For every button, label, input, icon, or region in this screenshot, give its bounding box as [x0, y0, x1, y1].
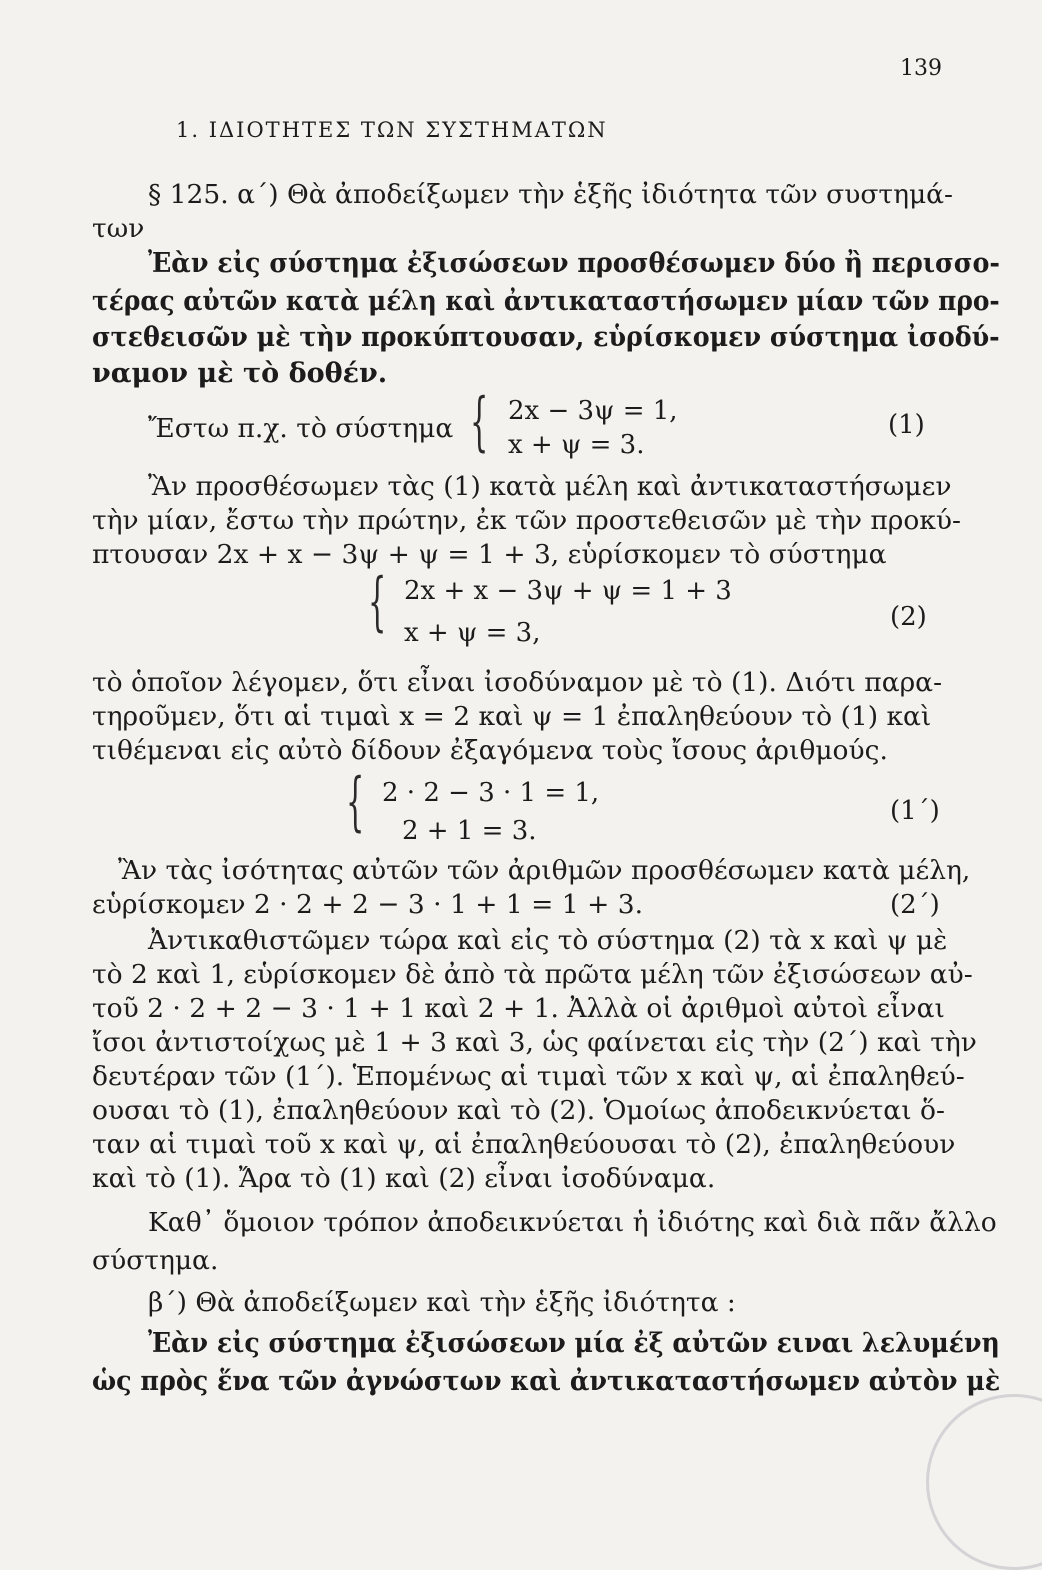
rule1-line: Ἐὰν εἰς σύστημα ἐξισώσεων προσθέσωμεν δύο ἢ περισσο-: [148, 248, 1000, 279]
text-line: Ἀντικαθιστῶμεν τώρα καὶ εἰς τὸ σύστημα (2) τὰ x καὶ ψ μὲ: [148, 925, 948, 956]
text-line: σύστημα.: [92, 1245, 219, 1276]
paragraph-125-line: των: [92, 213, 145, 244]
equation-label-2p: (2΄): [890, 890, 940, 920]
system1p-brace: {: [346, 765, 365, 839]
system1-label: (1): [888, 410, 925, 440]
section-heading: 1. ΙΔΙΟΤΗΤΕΣ ΤΩΝ ΣΥΣΤΗΜΑΤΩΝ: [176, 118, 608, 142]
rule1-line: τέρας αὐτῶν κατὰ μέλη καὶ ἀντικαταστήσωμεν μίαν τῶν προ-: [92, 286, 1000, 317]
page-number: 139: [900, 56, 942, 81]
text-line: τὸ 2 καὶ 1, εὑρίσκομεν δὲ ἀπὸ τὰ πρῶτα μέλη τῶν ἐξισώσεων αὐ-: [92, 959, 973, 990]
system1-eq1: 2x − 3ψ = 1,: [508, 396, 678, 426]
example-intro: Ἔστω π.χ. τὸ σύστημα: [148, 413, 454, 444]
text-line: τιθέμεναι εἰς αὐτὸ δίδουν ἐξαγόμενα τοὺς ἴσους ἀριθμούς.: [92, 735, 888, 766]
system1-eq2: x + ψ = 3.: [508, 430, 645, 460]
rule1-line: ναμον μὲ τὸ δοθέν.: [92, 358, 388, 389]
text-line: τὴν μίαν, ἔστω τὴν πρώτην, ἐκ τῶν προστεθεισῶν μὲ τὴν προκύ-: [92, 505, 961, 536]
text-line: τηροῦμεν, ὅτι αἱ τιμαὶ x = 2 καὶ ψ = 1 ἐπαληθεύουν τὸ (1) καὶ: [92, 701, 932, 732]
text-line: εὑρίσκομεν 2 · 2 + 2 − 3 · 1 + 1 = 1 + 3.: [92, 889, 644, 920]
rule2-line: ὡς πρὸς ἕνα τῶν ἀγνώστων καὶ ἀντικαταστήσωμεν αὐτὸν μὲ: [92, 1366, 1001, 1397]
text-line: Καθ᾿ ὅμοιον τρόπον ἀποδεικνύεται ἡ ἰδιότης καὶ διὰ πᾶν ἄλλο: [148, 1207, 997, 1238]
paragraph-125-line: § 125. α΄) Θὰ ἀποδείξωμεν τὴν ἑξῆς ἰδιότητα τῶν συστημά-: [148, 179, 954, 210]
text-line: Ἂν τὰς ἰσότητας αὐτῶν τῶν ἀριθμῶν προσθέσωμεν κατὰ μέλη,: [118, 855, 971, 886]
system2-eq2: x + ψ = 3,: [404, 618, 541, 648]
system2-eq1: 2x + x − 3ψ + ψ = 1 + 3: [404, 576, 732, 606]
system1p-label: (1΄): [890, 796, 940, 826]
library-stamp: [926, 1394, 1042, 1570]
text-line: ἴσοι ἀντιστοίχως μὲ 1 + 3 καὶ 3, ὡς φαίνεται εἰς τὴν (2΄) καὶ τὴν: [92, 1027, 977, 1058]
text-line: Ἂν προσθέσωμεν τὰς (1) κατὰ μέλη καὶ ἀντικαταστήσωμεν: [148, 471, 952, 502]
system1p-eq2: 2 + 1 = 3.: [402, 816, 537, 846]
system1-brace: {: [470, 385, 489, 459]
text-line: καὶ τὸ (1). Ἄρα τὸ (1) καὶ (2) εἶναι ἰσοδύναμα.: [92, 1163, 716, 1194]
text-line: ταν αἱ τιμαὶ τοῦ x καὶ ψ, αἱ ἐπαληθεύουσαι τὸ (2), ἐπαληθεύουν: [92, 1129, 956, 1160]
system2-brace: {: [368, 565, 387, 639]
rule2-line: Ἐὰν εἰς σύστημα ἐξισώσεων μία ἐξ αὐτῶν ειναι λελυμένη: [148, 1328, 1000, 1359]
text-line: τοῦ 2 · 2 + 2 − 3 · 1 + 1 καὶ 2 + 1. Ἀλλὰ οἱ ἀριθμοὶ αὐτοὶ εἶναι: [92, 993, 945, 1024]
text-line: δευτέραν τῶν (1΄). Ἑπομένως αἱ τιμαὶ τῶν x καὶ ψ, αἱ ἐπαληθεύ-: [92, 1061, 965, 1092]
text-line: πτουσαν 2x + x − 3ψ + ψ = 1 + 3, εὑρίσκομεν τὸ σύστημα: [92, 539, 887, 570]
text-line: β΄) Θὰ ἀποδείξωμεν καὶ τὴν ἑξῆς ἰδιότητα :: [148, 1287, 736, 1318]
text-line: τὸ ὁποῖον λέγομεν, ὅτι εἶναι ἰσοδύναμον μὲ τὸ (1). Διότι παρα-: [92, 667, 943, 698]
text-line: ουσαι τὸ (1), ἐπαληθεύουν καὶ τὸ (2). Ὁμοίως ἀποδεικνύεται ὅ-: [92, 1095, 945, 1126]
rule1-line: στεθεισῶν μὲ τὴν προκύπτουσαν, εὑρίσκομεν σύστημα ἰσοδύ-: [92, 322, 1000, 353]
system1p-eq1: 2 · 2 − 3 · 1 = 1,: [382, 778, 600, 808]
system2-label: (2): [890, 602, 927, 632]
